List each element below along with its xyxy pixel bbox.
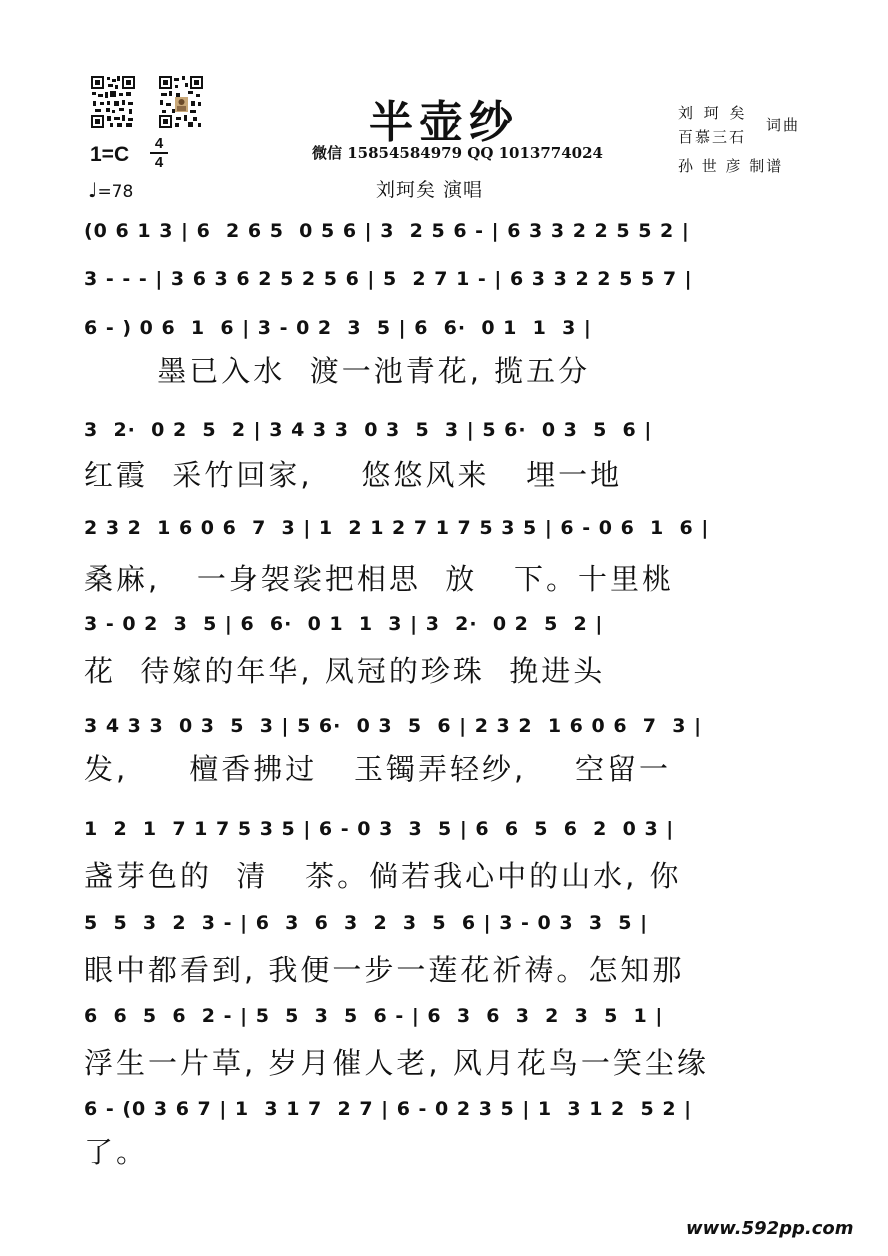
score-row <box>84 220 804 272</box>
score-row <box>84 818 804 893</box>
score-row <box>84 1005 804 1080</box>
score-row <box>84 268 804 320</box>
notation-line: 6 - (0 3 6 7 | 1 3 1 7 2 7 | 6 - 0 2 3 5 | 1 3 1 2 5 2 | <box>84 1098 693 1120</box>
quarter-note-icon: ♩ <box>88 178 98 202</box>
notation-line: 3 2· 0 2 5 2 | 3 4 3 3 0 3 5 3 | 5 6· 0 3 5 6 | <box>84 419 653 441</box>
lyric-line: 浮生一片草, 岁月催人老, 风月花鸟一笑尘缘 <box>84 1046 709 1080</box>
song-title: 半壶纱 <box>369 97 519 148</box>
website-watermark: www.592pp.com <box>686 1218 854 1239</box>
tempo-marking <box>88 178 133 202</box>
lyric-line: 了。 <box>84 1135 149 1169</box>
notation-line: 1 2 1 7 1 7 5 3 5 | 6 - 0 3 3 5 | 6 6 5 6 2 0 3 | <box>84 818 675 840</box>
notation-line: 3 4 3 3 0 3 5 3 | 5 6· 0 3 5 6 | 2 3 2 1 6 0 6 7 3 | <box>84 715 703 737</box>
notation-line: 6 6 5 6 2 - | 5 5 3 5 6 - | 6 3 6 3 2 3 5 1 | <box>84 1005 664 1027</box>
score-row <box>84 517 804 596</box>
score-row <box>84 715 804 786</box>
credit-composer: 百慕三石 <box>678 128 747 146</box>
lyric-line: 盏芽色的 清 茶。倘若我心中的山水, 你 <box>84 859 682 893</box>
lyric-line: 花 待嫁的年华, 凤冠的珍珠 挽进头 <box>84 654 606 688</box>
score-row <box>84 912 804 987</box>
lyric-line: 眼中都看到, 我便一步一莲花祈祷。怎知那 <box>84 953 685 987</box>
notation-line: (0 6 1 3 | 6 2 6 5 0 5 6 | 3 2 5 6 - | 6 3 3 2 2 5 5 2 | <box>84 220 690 242</box>
time-signature <box>148 136 170 170</box>
notation-line: 5 5 3 2 3 - | 6 3 6 3 2 3 5 6 | 3 - 0 3 3 5 | <box>84 912 649 934</box>
score-row <box>84 419 804 492</box>
time-signature-top: 4 <box>154 135 164 152</box>
lyric-line: 红霞 采竹回家, 悠悠风来 埋一地 <box>84 458 623 492</box>
notation-line: 3 - 0 2 3 5 | 6 6· 0 1 1 3 | 3 2· 0 2 5 2 | <box>84 613 604 635</box>
notation-line: 6 - ) 0 6 1 6 | 3 - 0 2 3 5 | 6 6· 0 1 1 3 | <box>84 317 592 339</box>
score-row <box>84 1098 804 1169</box>
key-signature: 1=C <box>90 143 130 166</box>
notation-line: 2 3 2 1 6 0 6 7 3 | 1 2 1 2 7 1 7 5 3 5 | 6 - 0 6 1 6 | <box>84 517 710 539</box>
lyric-line: 桑麻, 一身袈裟把相思 放 下。十里桃 <box>84 562 674 596</box>
lyric-line: 发, 檀香拂过 玉镯弄轻纱, 空留一 <box>84 752 672 786</box>
lyric-line: 墨已入水 渡一池青花, 揽五分 <box>84 354 591 388</box>
notation-line: 3 - - - | 3 6 3 6 2 5 2 5 6 | 5 2 7 1 - | 6 3 3 2 2 5 5 7 | <box>84 268 693 290</box>
tempo-value: =78 <box>97 182 134 202</box>
credit-lyricist: 刘 珂 矣 <box>678 104 748 122</box>
credit-role: 词曲 <box>766 116 801 134</box>
contact-info: 微信 15854584979 QQ 1013774024 <box>312 144 603 162</box>
score-row <box>84 317 804 388</box>
singer-credit: 刘珂矣 演唱 <box>376 179 484 201</box>
credit-transcriber: 孙 世 彦 制谱 <box>678 157 784 175</box>
time-signature-bottom: 4 <box>154 154 164 171</box>
score-row <box>84 613 804 688</box>
